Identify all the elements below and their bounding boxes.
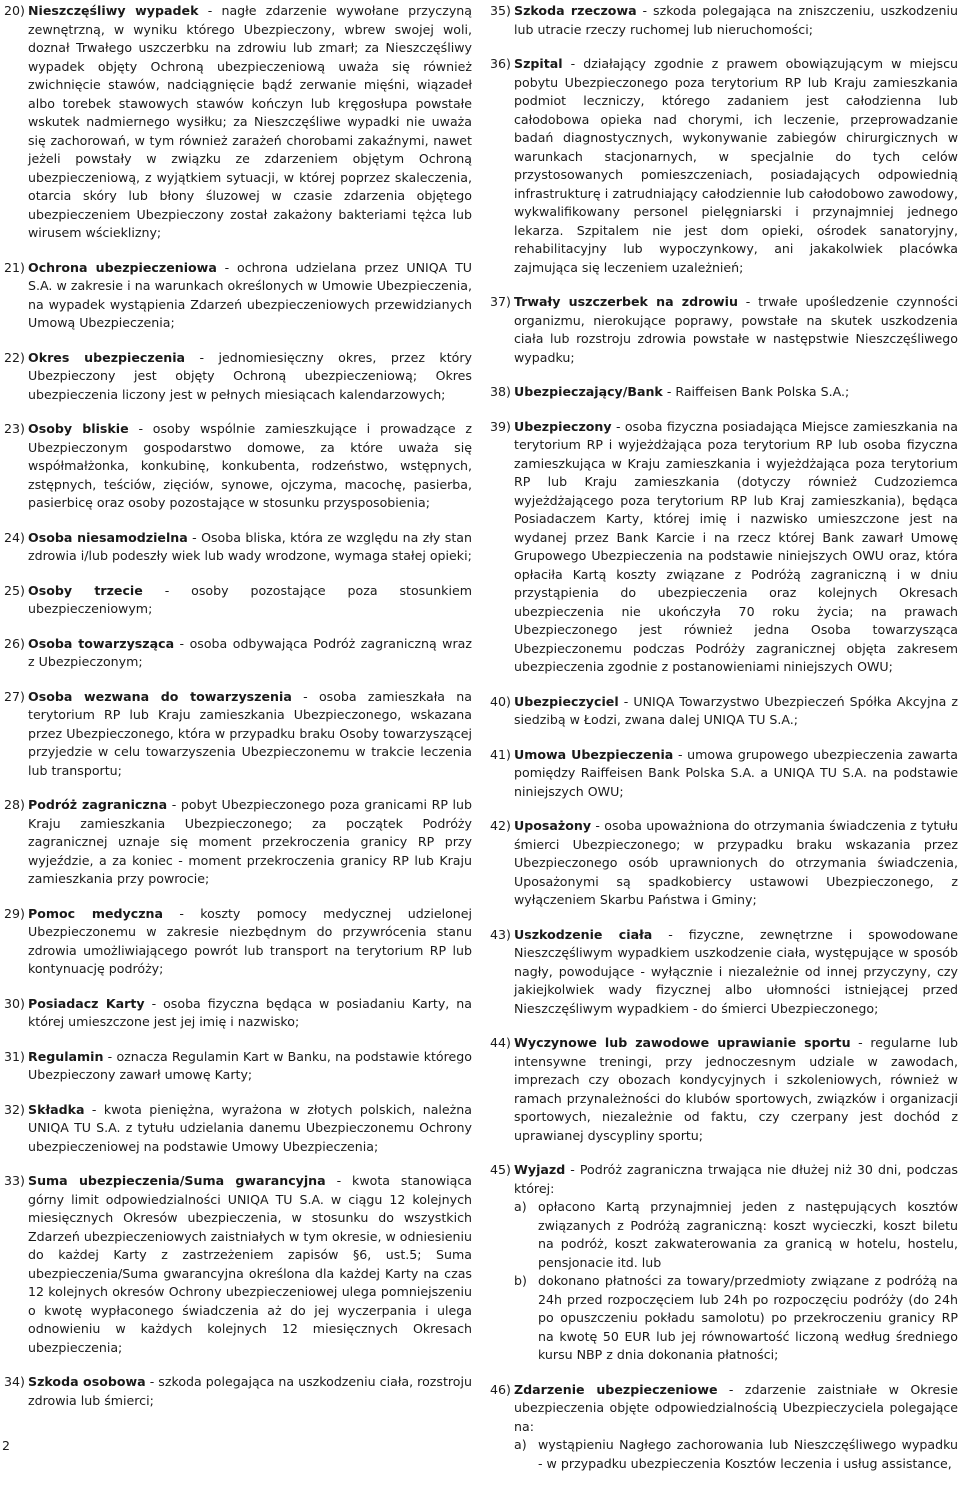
definition-number: 46) <box>490 1381 511 1397</box>
definition-term: Szpital <box>514 56 563 71</box>
definition-text: - zdarzenie zaistniałe w Okresie ubezpieczenia objęte odpowiedzialnością Ubezpieczyciela polegające na: <box>514 1381 958 1434</box>
subitem-text: opłacono Kartą przynajmniej jeden z następujących kosztów związanych z Podróżą zagraniczną: koszt wycieczki, koszt biletu na podróż, koszt zakwaterowania za granicą w hotelu, hostelu, pensjonacie itd. lub <box>538 1199 958 1270</box>
definition-item <box>490 55 958 277</box>
definition-item <box>4 349 472 405</box>
definition-text: - osoby pozostające poza stosunkiem ubezpieczeniowym; <box>28 582 472 616</box>
subitem-letter: a) <box>514 1437 527 1452</box>
definition-number: 44) <box>490 1035 511 1050</box>
definition-text: - Podróż zagraniczna trwająca nie dłużej niż 30 dni, podczas której: <box>514 1162 958 1196</box>
definition-term: Osoby bliskie <box>28 421 129 436</box>
definition-item <box>4 688 472 781</box>
definition-text: - regularne lub intensywne treningi, przy jednoczesnym udziale w zawodach, imprezach czy obozach kondycyjnych i szkoleniowych, również w ramach przynależności do klubów sportowych, związków i organizacji sportowych, niezależnie od faktu, czy czerpany jest dochód z uprawianej dyscypliny sportu; <box>514 1035 958 1143</box>
definition-item <box>490 2 958 39</box>
definition-number: 26) <box>4 635 25 651</box>
definition-item <box>4 1172 472 1357</box>
definition-number: 20) <box>4 3 25 18</box>
definition-term: Suma ubezpieczenia/Suma gwarancyjna <box>28 1173 326 1188</box>
definition-item <box>490 293 958 367</box>
definition-number: 30) <box>4 995 25 1011</box>
definition-item <box>4 2 472 243</box>
definition-number: 35) <box>490 3 511 18</box>
definition-text: - szkoda polegająca na zniszczeniu, uszkodzeniu lub utracie rzeczy ruchomej lub nieruchomości; <box>514 3 958 37</box>
definition-term: Regulamin <box>28 1048 104 1064</box>
definition-number: 36) <box>490 56 511 71</box>
definition-term: Wyczynowe lub zawodowe uprawianie sportu <box>514 1035 851 1050</box>
definition-text: - osoba odbywająca Podróż zagraniczną wraz z Ubezpieczonym; <box>28 635 472 669</box>
left-column <box>4 2 472 1426</box>
definition-item <box>490 746 958 802</box>
definition-number: 31) <box>4 1048 25 1064</box>
definition-text: - Osoba bliska, która ze względu na zły stan zdrowia i/lub podeszły wiek lub wady wrodzone, wymaga stałej opieki; <box>28 529 472 563</box>
definition-text: - oznacza Regulamin Kart w Banku, na podstawie którego Ubezpieczony zawarł umowę Karty; <box>28 1048 472 1082</box>
definition-number: 22) <box>4 349 25 365</box>
definition-term: Ubezpieczyciel <box>514 693 619 709</box>
definition-text: - kwota stanowiąca górny limit odpowiedzialności UNIQA TU S.A. w ciągu 12 kolejnych miesięcznych Okresów ubezpieczenia, w stosunku do wszystkich Zdarzeń ubezpieczeniowych zaistniałych w tym okresie, w odniesieniu do każdej Karty z zastrzeżeniem zapisów §6, ust.5; Suma ubezpieczenia/Suma gwarancyjna określona dla każdej Karty na czas 12 kolejnych okresów Ochrony ubezpieczeniowej ulega pomniejszeniu o kwotę wypłaconego świadczenia aż do jej wyczerpania i ulega odnowieniu w każdych kolejnych 12 miesięcznych Okresach ubezpieczenia; <box>28 1173 472 1355</box>
definition-text: - fizyczne, zewnętrzne i spowodowane Nieszczęśliwym wypadkiem uszkodzenie ciała, występujące w sposób nagły, powodujące - wyłącznie i niezależnie od innej przyczyny, czy jakiejkolwiek wady fizycznej albo ułomności istniejącej przed Nieszczęśliwym wypadkiem - do śmierci Ubezpieczonego; <box>514 926 958 1016</box>
definition-item <box>4 635 472 672</box>
definition-item <box>4 1101 472 1157</box>
definition-number: 32) <box>4 1101 25 1117</box>
definition-item <box>4 905 472 979</box>
definition-item <box>4 796 472 889</box>
subitem-text: wystąpieniu Nagłego zachorowania lub Nieszczęśliwego wypadku - w przypadku ubezpieczenia Kosztów leczenia i usług assistance, <box>538 1437 958 1471</box>
definition-term: Pomoc medyczna <box>28 905 164 921</box>
definition-text: - koszty pomocy medycznej udzielonej Ubezpieczonemu w zakresie niezbędnym do przywrócenia stanu zdrowia umożliwiającego powrót lub transport na terytorium RP lub kontynuację podróży; <box>28 905 473 976</box>
definition-text: - kwota pieniężna, wyrażona w złotych polskich, należna UNIQA TU S.A. z tytułu udzielania danemu Ubezpieczonemu Ochrony ubezpieczeniowej na podstawie Umowy Ubezpieczenia; <box>28 1101 472 1154</box>
definition-item <box>490 693 958 730</box>
definition-text: - ochrona udzielana przez UNIQA TU S.A. w zakresie i na warunkach określonych w Umowie Ubezpieczenia, na wypadek wystąpienia Zdarzeń ubezpieczeniowych przewidzianych Umową Ubezpieczenia; <box>28 259 472 330</box>
definition-number: 37) <box>490 294 511 309</box>
definition-number: 28) <box>4 797 25 812</box>
definition-item <box>4 582 472 619</box>
definition-item <box>490 1034 958 1145</box>
definition-number: 25) <box>4 582 25 598</box>
definition-text: - osoba zamieszkała na terytorium RP lub Kraju zamieszkania Ubezpieczonego, wskazana przez Ubezpieczonego, która w przypadku braku Osoby towarzyszącej przyjedzie w celu towarzyszenia Ubezpieczonemu w trakcie leczenia lub transportu; <box>28 688 472 778</box>
definition-term: Osoba wezwana do towarzyszenia <box>28 688 292 704</box>
definition-term: Ochrona ubezpieczeniowa <box>28 259 217 275</box>
definition-subitem <box>514 1436 958 1473</box>
definition-term: Szkoda rzeczowa <box>514 3 637 18</box>
right-column <box>490 2 958 1489</box>
definition-text: - trwałe upośledzenie czynności organizmu, nierokujące poprawy, powstałe na skutek uszkodzenia ciała lub rozstroju zdrowia powstałe w następstwie Nieszczęśliwego wypadku; <box>514 294 958 365</box>
definition-term: Nieszczęśliwy wypadek <box>28 3 199 18</box>
definition-term: Wyjazd <box>514 1162 566 1177</box>
definition-item <box>490 926 958 1019</box>
definition-number: 24) <box>4 529 25 545</box>
definition-item <box>4 529 472 566</box>
definition-number: 42) <box>490 818 511 833</box>
definition-number: 34) <box>4 1374 25 1389</box>
definition-item <box>4 1373 472 1410</box>
definition-number: 21) <box>4 259 25 275</box>
definition-number: 41) <box>490 746 511 762</box>
definition-term: Okres ubezpieczenia <box>28 349 186 365</box>
definition-term: Posiadacz Karty <box>28 995 145 1011</box>
definition-item <box>490 418 958 677</box>
definition-text: - UNIQA Towarzystwo Ubezpieczeń Spółka Akcyjna z siedzibą w Łodzi, zwana dalej UNIQA TU S.A.; <box>514 693 958 727</box>
definition-item <box>490 383 958 402</box>
definition-term: Ubezpieczający/Bank <box>514 384 663 399</box>
definition-term: Osoba niesamodzielna <box>28 529 188 545</box>
definition-number: 43) <box>490 926 511 942</box>
definition-item <box>490 817 958 910</box>
definition-item <box>490 1161 958 1365</box>
subitem-text: dokonano płatności za towary/przedmioty związane z podróżą na 24h przed rozpoczęciem lub 24h po rozpoczęciu podróży (do 24h po opuszczeniu pokładu samolotu) po przekroczeniu granicy RP na kwotę 50 EUR lub jej równowartość liczoną według średniego kursu NBP z dnia dokonania płatności; <box>538 1273 958 1362</box>
definition-term: Uszkodzenie ciała <box>514 926 653 942</box>
definition-term: Zdarzenie ubezpieczeniowe <box>514 1381 718 1397</box>
subitem-letter: b) <box>514 1273 527 1288</box>
definition-text: - osoby wspólnie zamieszkujące i prowadzące z Ubezpieczonym gospodarstwo domowe, za które uważa się współmałżonka, konkubinę, konkubenta, rodzeństwo, wstępnych, zstępnych, teściów, zięciów, synowe, ojczyma, macochę, pasierba, pasierbicę oraz osoby pozostające w stosunku przysposobienia; <box>28 421 472 510</box>
definition-text: - Raiffeisen Bank Polska S.A.; <box>662 384 850 399</box>
definition-text: - nagłe zdarzenie wywołane przyczyną zewnętrzną, w wyniku którego Ubezpieczony, wbrew swojej woli, doznał Trwałego uszczerbku na zdrowiu lub zmarł; za Nieszczęśliwy wypadek objęty Ochroną ubezpieczeniową uważa się również zwichnięcie stawów, nadciągnięcie bądź zerwanie mięśni, wiązadeł albo torebek stawowych stawów kończyn lub kręgosłupa powstałe wskutek nadmiernego wysiłku; za Nieszczęśliwe wypadki nie uważa się zachorowań, w tym również zarażeń chorobami zakaźnymi, nawet jeżeli powstały w związku ze zdarzeniem objętym Ochroną ubezpieczeniową, z wyjątkiem sytuacji, w której poprzez skaleczenia, otarcia skóry lub błony śluzowej w czasie zdarzenia objętego ubezpieczeniem Ubezpieczony został zakażony bakteriami tężca lub wirusem wścieklizny; <box>28 3 472 240</box>
definition-text: - osoba fizyczna będąca w posiadaniu Karty, na której umieszczone jest jej imię i nazwisko; <box>28 995 472 1029</box>
page-number: 2 <box>2 1438 11 1453</box>
definition-item <box>490 1381 958 1474</box>
definition-number: 39) <box>490 418 511 434</box>
definition-text: - jednomiesięczny okres, przez który Ubezpieczony jest objęty Ochroną ubezpieczeniową; Okres ubezpieczenia liczony jest w pełnych miesiącach kalendarzowych; <box>28 349 472 402</box>
definition-term: Osoba towarzysząca <box>28 635 175 651</box>
definition-text: - osoba upoważniona do otrzymania świadczenia z tytułu śmierci Ubezpieczonego; w przypadku braku wskazania przez Ubezpieczonego osób uprawnionych do otrzymania świadczenia, Uposażonymi są spadkobiercy ustawowi Ubezpieczonego, z wyłączeniem Skarbu Państwa i Gminy; <box>514 818 958 907</box>
definition-item <box>4 259 472 333</box>
definition-text: - osoba fizyczna posiadająca Miejsce zamieszkania na terytorium RP i wyjeżdżająca poza terytorium RP lub osoba fizyczna zamieszkująca w Kraju zamieszkania i wyjeżdżająca poza terytorium RP lub Kraju zamieszkania (dotyczy również Cudzoziemca wyjeżdżającego poza terytorium RP lub Kraj zamieszkania), będąca Posiadaczem Karty, której imię i nazwisko umieszczone jest na wydanej przez Bank Karcie i na rzecz której Bank zawarł Umowę Grupowego Ubezpieczenia na podstawie niniejszych OWU oraz, która opłaciła Kartą koszty związane z Podróżą zagraniczną i w dniu przystąpienia do ubezpieczenia oraz kolejnych Okresach ubezpieczenia nie ukończyła 70 roku życia; na prawach Ubezpieczonego jest również jedna Osoba towarzysząca Ubezpieczonemu podczas Podróży zagranicznej objęta zakresem ubezpieczenia zgodnie z postanowieniami niniejszych OWU; <box>514 418 958 674</box>
definition-term: Osoby trzecie <box>28 582 143 598</box>
definition-text: - działający zgodnie z prawem obowiązującym w miejscu pobytu Ubezpieczonego poza terytorium RP lub Kraju zamieszkania podmiot leczniczy, którego zadaniem jest całodzienna lub całodobowa opieka nad chorymi, ich leczenie, przeprowadzanie badań diagnostycznych, wykonywanie zabiegów chirurgicznych w warunkach stacjonarnych, w specjalnie do tych celów przystosowanych pomieszczeniach, posiadających odpowiednią infrastrukturę i zatrudniający całodziennie lub całodobowo zawodowy, wykwalifikowany personel pielęgniarski i przynajmniej jednego lekarza. Szpitalem nie jest dom opieki, ośrodek sanatoryjny, rehabilitacyjny lub wypoczynkowy, ani jakakolwiek placówka zajmująca się leczeniem uzależnień; <box>514 56 958 275</box>
definition-number: 38) <box>490 384 511 399</box>
definition-text: - umowa grupowego ubezpieczenia zawarta pomiędzy Raiffeisen Bank Polska S.A. a UNIQA TU S.A. na podstawie niniejszych OWU; <box>514 746 958 799</box>
definition-number: 23) <box>4 421 25 436</box>
definition-term: Umowa Ubezpieczenia <box>514 746 674 762</box>
definition-item <box>4 1048 472 1085</box>
definition-term: Podróż zagraniczna <box>28 797 168 812</box>
definition-item <box>4 995 472 1032</box>
subitem-letter: a) <box>514 1199 527 1214</box>
definition-number: 33) <box>4 1173 25 1188</box>
definition-term: Ubezpieczony <box>514 418 612 434</box>
definition-text: - szkoda polegająca na uszkodzeniu ciała, rozstroju zdrowia lub śmierci; <box>28 1374 472 1408</box>
definition-term: Składka <box>28 1101 85 1117</box>
definition-number: 45) <box>490 1162 511 1177</box>
definition-text: - pobyt Ubezpieczonego poza granicami RP lub Kraju zamieszkania Ubezpieczonego; za początek Podróży zagranicznej uznaje się moment przekroczenia granicy RP przy wyjeździe, a za koniec - moment przekroczenia granicy RP lub Kraju zamieszkania przy powrocie; <box>28 797 472 886</box>
definition-number: 27) <box>4 688 25 704</box>
definition-term: Szkoda osobowa <box>28 1374 146 1389</box>
definition-number: 29) <box>4 905 25 921</box>
definition-subitem <box>514 1272 958 1365</box>
definition-term: Uposażony <box>514 818 592 833</box>
definition-term: Trwały uszczerbek na zdrowiu <box>514 294 738 309</box>
definition-subitem <box>514 1198 958 1272</box>
definition-item <box>4 420 472 513</box>
definition-number: 40) <box>490 693 511 709</box>
